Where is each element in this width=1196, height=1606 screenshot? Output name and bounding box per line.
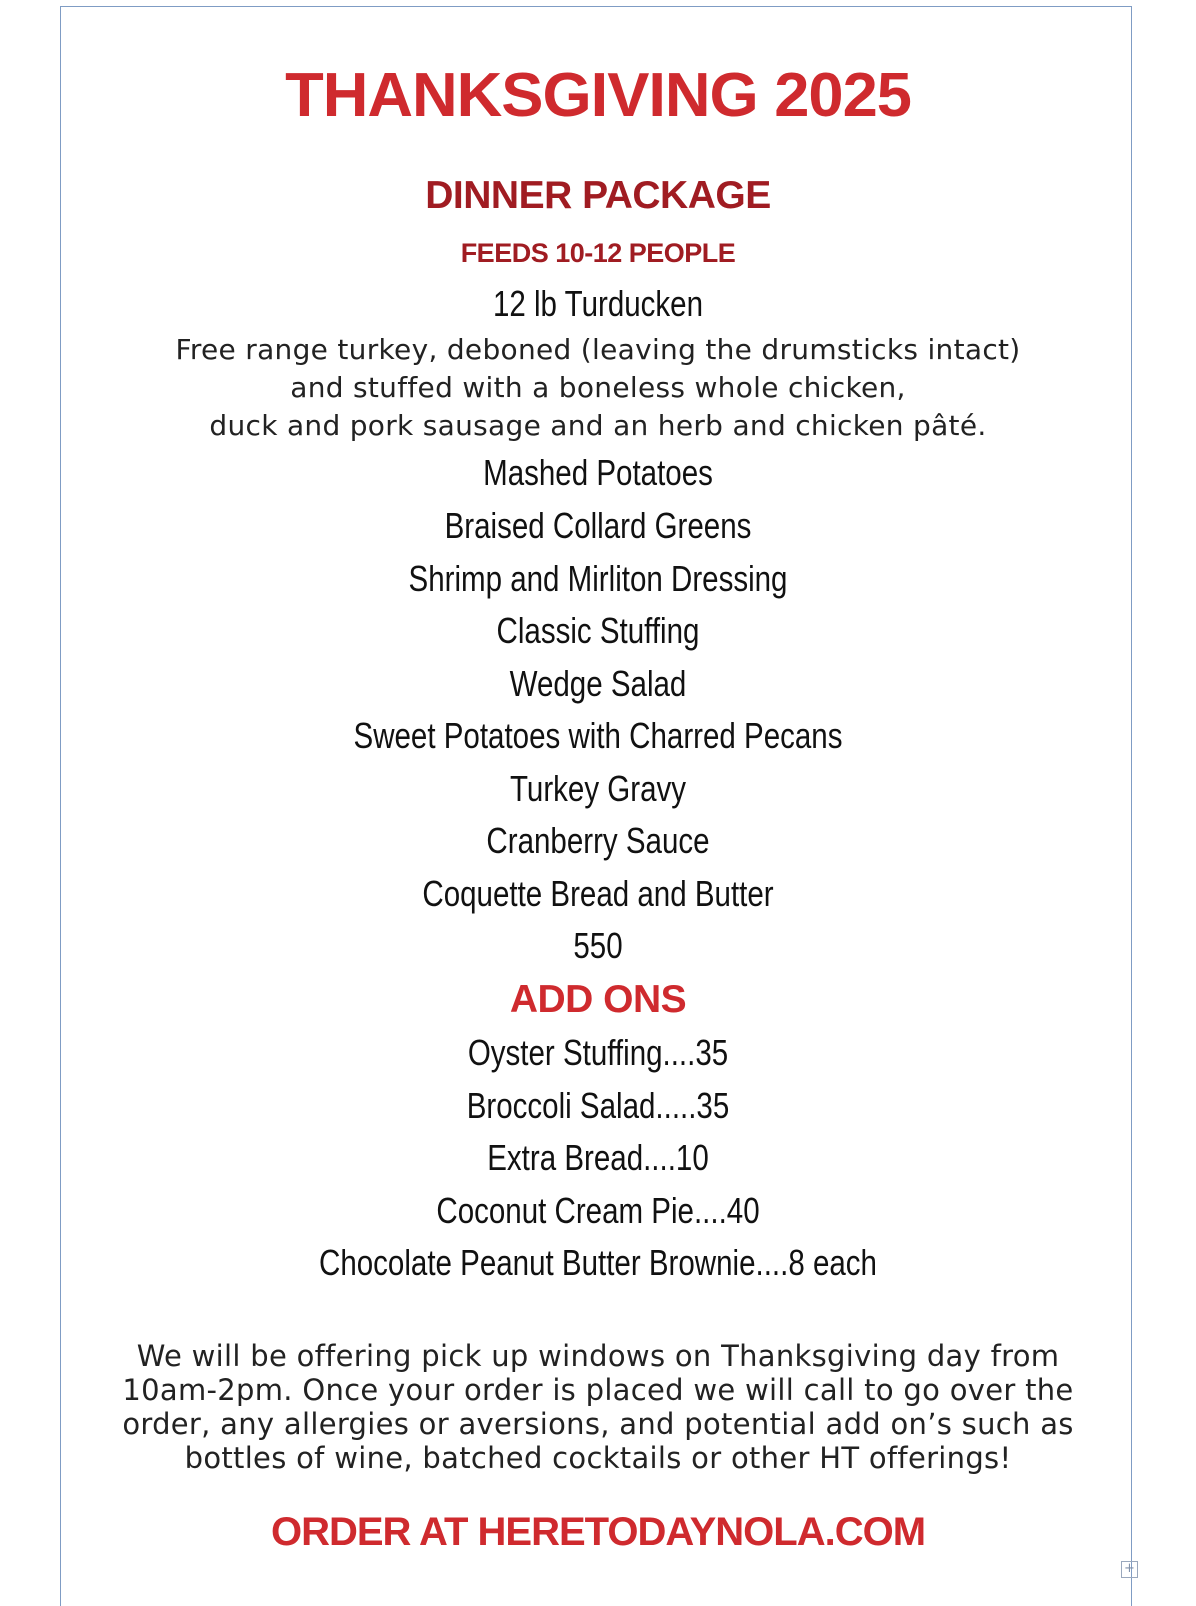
menu-item: Classic Stuffing [496,610,700,651]
menu-item: Coquette Bread and Butter [422,873,774,914]
pickup-note-line: bottles of wine, batched cocktails or other HT offerings! [184,1441,1012,1475]
pickup-note [0,1339,1196,1475]
pickup-note-line: order, any allergies or aversions, and potential add on’s such as [122,1407,1074,1441]
serving-size: FEEDS 10-12 PEOPLE [460,238,736,268]
dinner-package-heading: DINNER PACKAGE [425,174,771,217]
expand-plus-icon[interactable]: + [1121,1561,1138,1578]
menu-item: Sweet Potatoes with Charred Pecans [353,715,843,756]
add-on-item: Oyster Stuffing....35 [467,1032,729,1073]
package-price: 550 [573,925,623,966]
main-item-description [0,331,1196,445]
pickup-note-line: 10am-2pm. Once your order is placed we will call to go over the [122,1373,1074,1407]
add-ons-heading: ADD ONS [509,978,687,1021]
menu-item: Turkey Gravy [509,768,687,809]
menu-item: Wedge Salad [509,663,687,704]
add-on-item: Broccoli Salad.....35 [466,1085,730,1126]
description-line: Free range turkey, deboned (leaving the drumsticks intact) [175,333,1021,366]
menu-item: Mashed Potatoes [483,452,713,493]
pickup-note-line: We will be offering pick up windows on Thanksgiving day from [136,1339,1060,1373]
page-title: THANKSGIVING 2025 [285,61,911,130]
menu-item: Shrimp and Mirliton Dressing [408,558,788,599]
description-line: and stuffed with a boneless whole chicken, [290,371,906,404]
add-on-item: Chocolate Peanut Butter Brownie....8 each [319,1242,877,1283]
main-item: 12 lb Turducken [492,283,704,324]
order-link[interactable]: ORDER AT HERETODAYNOLA.COM [270,1510,926,1554]
add-on-item: Coconut Cream Pie....40 [436,1190,760,1231]
add-on-item: Extra Bread....10 [487,1137,709,1178]
menu-item: Braised Collard Greens [444,505,752,546]
menu-item: Cranberry Sauce [486,820,710,861]
description-line: duck and pork sausage and an herb and chicken pâté. [209,409,987,442]
